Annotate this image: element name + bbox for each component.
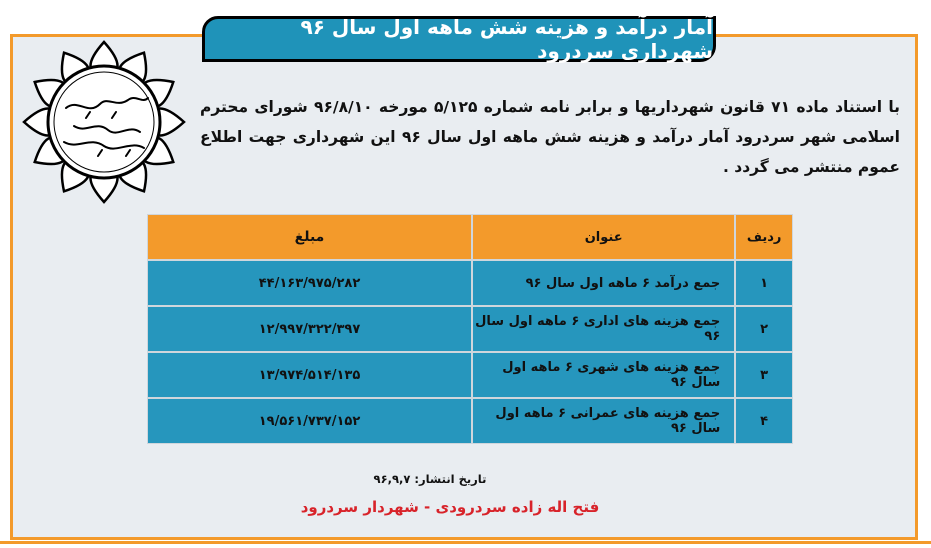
cell-title: جمع هزینه های عمرانی ۶ ماهه اول سال ۹۶ [472,398,735,444]
cell-amount: ۴۴/۱۶۳/۹۷۵/۲۸۲ [147,260,472,306]
cell-row-number: ۲ [735,306,793,352]
table-row [147,260,793,306]
page-title: آمار درآمد و هزینه شش ماهه اول سال ۹۶ شهرداری سردرود [300,15,713,63]
signature-line: فتح اله زاده سردرودی - شهردار سردرود [300,498,600,516]
table-row [147,352,793,398]
header-amount: مبلغ [147,214,472,260]
cell-row-number: ۳ [735,352,793,398]
header-title: عنوان [472,214,735,260]
revenue-expense-table [147,214,793,444]
table-header-row [147,214,793,260]
cell-amount: ۱۲/۹۹۷/۳۲۲/۳۹۷ [147,306,472,352]
bottom-rule [0,541,931,544]
cell-title: جمع درآمد ۶ ماهه اول سال ۹۶ [472,260,735,306]
cell-title: جمع هزینه های شهری ۶ ماهه اول سال ۹۶ [472,352,735,398]
cell-row-number: ۴ [735,398,793,444]
publish-date: تاریخ انتشار: ۹۶,۹,۷ [373,472,487,486]
cell-row-number: ۱ [735,260,793,306]
table-row [147,306,793,352]
intro-paragraph: با استناد ماده ۷۱ قانون شهرداریها و برابر نامه شماره ۵/۱۲۵ مورخه ۹۶/۸/۱۰ شورای محترم اسلامی شهر سردرود آمار درآمد و هزینه شش ماهه اول سال ۹۶ این شهرداری جهت اطلاع عموم منتشر می گردد . [200,98,900,176]
cell-title: جمع هزینه های اداری ۶ ماهه اول سال ۹۶ [472,306,735,352]
cell-amount: ۱۹/۵۶۱/۷۳۷/۱۵۲ [147,398,472,444]
municipality-seal-logo [16,38,192,206]
header-row-number: ردیف [735,214,793,260]
table-row [147,398,793,444]
cell-amount: ۱۳/۹۷۴/۵۱۴/۱۳۵ [147,352,472,398]
title-banner [202,16,716,62]
